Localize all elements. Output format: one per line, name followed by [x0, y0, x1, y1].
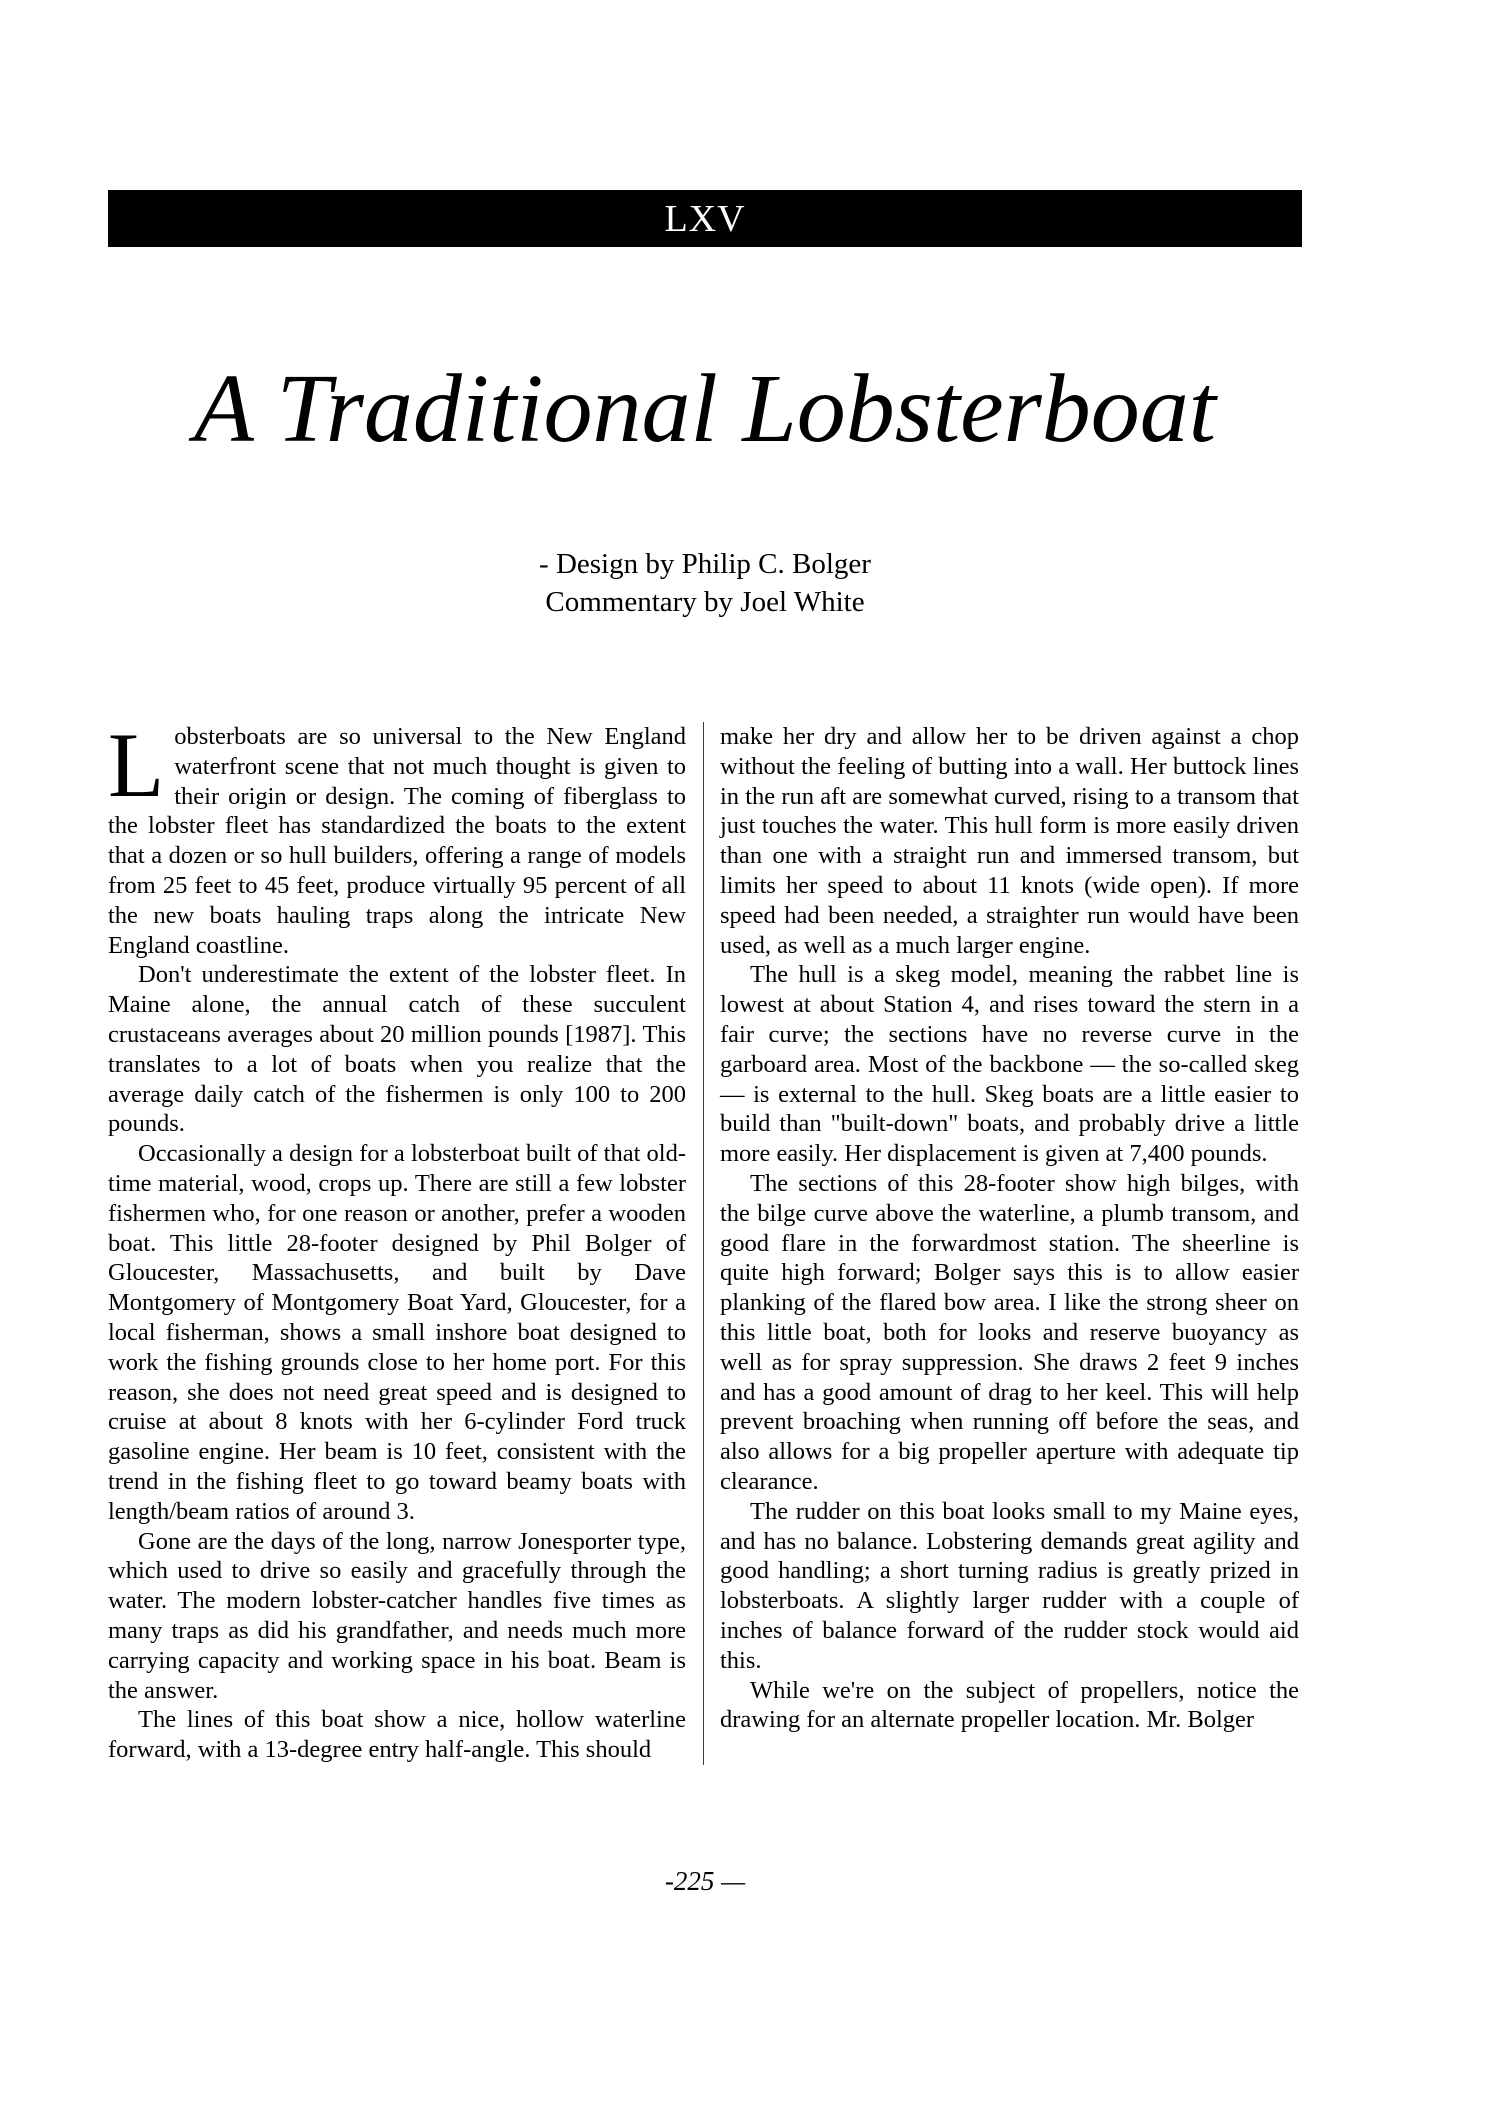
opening-paragraph — [108, 714, 686, 960]
left-column — [108, 714, 703, 1765]
right-column — [704, 722, 1299, 1765]
paragraph: While we're on the subject of propellers, notice the drawing for an alternate propeller location. Mr. Bolger — [720, 1676, 1299, 1734]
paragraph: make her dry and allow her to be driven against a chop without the feeling of butting into a wall. Her buttock lines in the run aft are somewhat curved, rising to a transom that just touches the water. This hull form is more easily driven than one with a straight run and immersed transom, but limits her speed to about 11 knots (wide open). If more speed had been needed, a straighter run would have been used, as well as a much larger engine. — [720, 723, 1299, 959]
opening-paragraph-text: obsterboats are so universal to the New England waterfront scene that not much thought is given to their origin or design. The coming of fiberglass to the lobster fleet has standardized the boats to the extent that a dozen or so hull builders, offering a range of models from 25 feet to 45 feet, produce virtually 95 percent of all the new boats hauling traps along the intricate New England coastline. — [108, 723, 686, 959]
page-number: -225 — — [664, 1866, 746, 1896]
body-columns — [108, 714, 1299, 1765]
page-title: A Traditional Lobsterboat — [194, 355, 1216, 463]
paragraph: The rudder on this boat looks small to my Maine eyes, and has no balance. Lobstering demands great agility and good handling; a short turning radius is greatly prized in lobsterboats. A slightly larger rudder with a couple of inches of balance forward of the rudder stock would aid this. — [720, 1497, 1299, 1674]
paragraph: Don't underestimate the extent of the lobster fleet. In Maine alone, the annual catch of these succulent crustaceans averages about 20 million pounds [1987]. This translates to a lot of boats when you realize that the average daily catch of the fishermen is only 100 to 200 pounds. — [108, 961, 686, 1138]
paragraph: The lines of this boat show a nice, hollow waterline forward, with a 13-degree entry half-angle. This should — [108, 1706, 686, 1764]
paragraph: The hull is a skeg model, meaning the rabbet line is lowest at about Station 4, and rises toward the stern in a fair curve; the sections have no reverse curve in the garboard area. Most of the backbone — the so-called skeg — is external to the hull. Skeg boats are a little easier to build than "built-down" boats, and probably drive a little more easily. Her displacement is given at 7,400 pounds. — [720, 961, 1299, 1168]
chapter-number-bar — [108, 190, 1302, 247]
byline-commentary: Commentary by Joel White — [545, 586, 865, 618]
byline — [108, 545, 1302, 621]
chapter-number: LXV — [664, 197, 746, 240]
paragraph: Gone are the days of the long, narrow Jonesporter type, which used to drive so easily and gracefully through the water. The modern lobster-catcher handles five times as many traps as did his grandfather, and needs much more carrying capacity and working space in his boat. Beam is the answer. — [108, 1527, 686, 1704]
byline-design: - Design by Philip C. Bolger — [539, 548, 871, 580]
paragraph: Occasionally a design for a lobsterboat built of that old-time material, wood, crops up. There are still a few lobster fishermen who, for one reason or another, prefer a wooden boat. This little 28-footer designed by Phil Bolger of Gloucester, Massachusetts, and built by Dave Montgomery of Montgomery Boat Yard, Gloucester, for a local fisherman, shows a small inshore boat designed to work the fishing grounds close to her home port. For this reason, she does not need great speed and is designed to cruise at about 8 knots with her 6-cylinder Ford truck gasoline engine. Her beam is 10 feet, consistent with the trend in the fishing fleet to go toward beamy boats with length/beam ratios of around 3. — [108, 1140, 686, 1525]
paragraph: The sections of this 28-footer show high bilges, with the bilge curve above the waterline, a plumb transom, and good flare in the forwardmost station. The sheerline is quite high forward; Bolger says this is to allow easier planking of the flared bow area. I like the strong sheer on this little boat, both for looks and reserve buoyancy as well as for spray suppression. She draws 2 feet 9 inches and has a good amount of drag to her keel. This will help prevent broaching when running off before the seas, and also allows for a big propeller aperture with adequate tip clearance. — [720, 1169, 1299, 1495]
drop-cap: L — [108, 714, 165, 816]
